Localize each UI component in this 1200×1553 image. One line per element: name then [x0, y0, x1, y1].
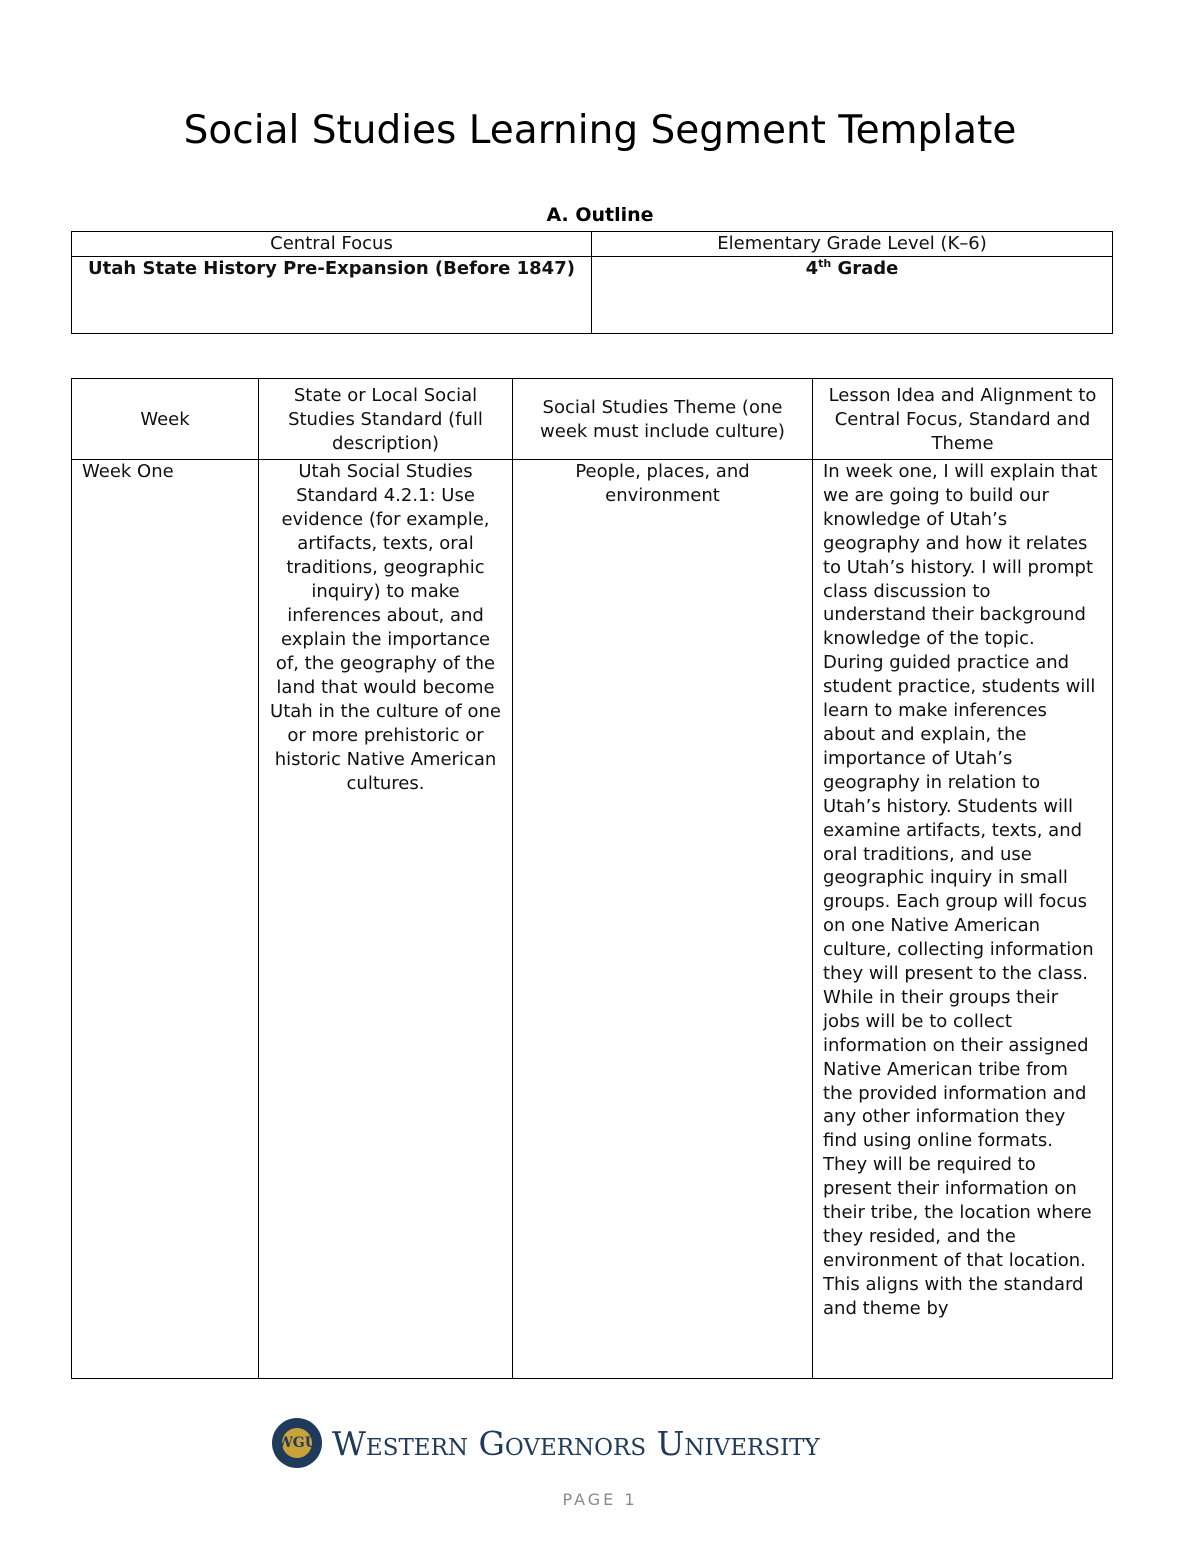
university-seal-icon — [272, 1418, 322, 1468]
wgu-logo — [272, 1416, 820, 1470]
week-column-header: Week — [72, 379, 259, 460]
lesson-cell — [813, 460, 1113, 1379]
theme-cell: People, places, and environment — [513, 460, 813, 1379]
document-title: Social Studies Learning Segment Template — [183, 108, 1017, 153]
lesson-text: In week one, I will explain that we are going to build our knowledge of Utah’s geography and how it relates to Utah’s history. I will prompt class discussion to understand their background knowledge of the topic. During guided practice and student practice, students will learn to make inferences about and explain, the importance of Utah’s geography in relation to Utah’s history. Students will examine artifacts, texts, and oral traditions, and use geographic inquiry in small groups. Each group will focus on one Native American culture, collecting information they will present to the class. While in their groups their jobs will be to collect information on their assigned Native American tribe from the provided information and any other information they find using online formats. They will be required to present their information on their tribe, the location where they resided, and the environment of that location. This aligns with the standard and theme by — [823, 461, 1098, 1319]
outline-header-row — [72, 232, 1113, 257]
seal-monogram: WGU — [282, 1428, 312, 1458]
page-number: PAGE 1 — [562, 1490, 638, 1509]
theme-column-header: Social Studies Theme (one week must include culture) — [513, 379, 813, 460]
outline-value-row — [72, 257, 1113, 334]
table-row — [72, 460, 1113, 1379]
grade-suffix: th — [818, 257, 832, 270]
grade-level-value — [592, 257, 1113, 334]
central-focus-value: Utah State History Pre-Expansion (Before 1847) — [72, 257, 592, 334]
logo-wordmark: Western Governors University — [332, 1423, 820, 1463]
central-focus-header: Central Focus — [72, 232, 592, 257]
grade-number: 4 — [805, 258, 819, 279]
grade-level-header: Elementary Grade Level (K–6) — [592, 232, 1113, 257]
outline-table — [71, 231, 1113, 334]
standard-column-header: State or Local Social Studies Standard (full description) — [259, 379, 513, 460]
week-cell: Week One — [72, 460, 259, 1379]
learning-segment-table — [71, 378, 1113, 1379]
grade-word: Grade — [831, 258, 899, 279]
section-heading: A. Outline — [546, 204, 654, 226]
segment-header-row — [72, 379, 1113, 460]
standard-cell: Utah Social Studies Standard 4.2.1: Use evidence (for example, artifacts, texts, oral traditions, geographic inquiry) to make inferences about, and explain the importance of, the geography of the land that would become Utah in the culture of one or more prehistoric or historic Native American cultures. — [259, 460, 513, 1379]
lesson-column-header: Lesson Idea and Alignment to Central Focus, Standard and Theme — [813, 379, 1113, 460]
